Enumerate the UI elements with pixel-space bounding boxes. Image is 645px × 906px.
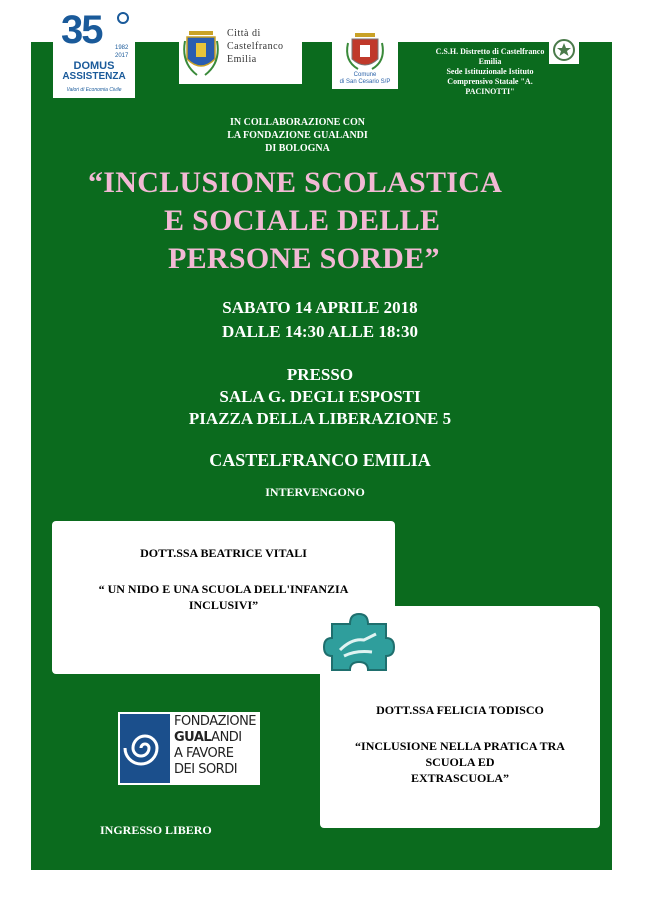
free-entry-note: INGRESSO LIBERO (100, 823, 212, 837)
event-venue: PRESSO SALA G. DEGLI ESPOSTI PIAZZA DELLA LIBERAZIONE 5 (188, 365, 452, 428)
event-title-line-1: “INCLUSIONE SCOLASTICA (88, 166, 503, 199)
csh-header-text: C.S.H. Distretto di Castelfranco Emilia Sede Istituzionale Istituto Comprensivo Statale "A. PACINOTTI" (435, 47, 545, 96)
event-date: SABATO 14 APRILE 2018 DALLE 14:30 ALLE 18:30 (222, 298, 418, 341)
event-title-line-3: PERSONE SORDE” (168, 242, 440, 275)
san-cesario-logo (332, 27, 398, 89)
speaker-talk-title: “ UN NIDO E UNA SCUOLA DELL'INFANZIA INCLUSIVI” (98, 582, 349, 612)
domus-assistenza-logo (53, 10, 135, 98)
domus-name: DOMUS (73, 60, 115, 72)
gualandi-spiral-icon (120, 714, 170, 783)
speaker-talk-title: “INCLUSIONE NELLA PRATICA TRA SCUOLA ED EXTRASCUOLA” (355, 739, 565, 785)
domus-anniversary-number: 35 (61, 8, 102, 52)
domus-tagline: Valori di Economia Civile (66, 87, 122, 93)
domus-name-line2: ASSISTENZA (62, 71, 126, 82)
event-town: CASTELFRANCO EMILIA (209, 450, 431, 470)
domus-years: 1982 2017 (115, 45, 129, 59)
collaboration-text: IN COLLABORAZIONE CON LA FONDAZIONE GUALANDI DI BOLOGNA (227, 117, 368, 154)
san-cesario-text: Comune di San Cesario S/P (339, 72, 391, 85)
speaker-name: DOTT.SSA FELICIA TODISCO (376, 703, 544, 717)
speaker-name: DOTT.SSA BEATRICE VITALI (140, 546, 307, 560)
degree-circle-icon (117, 12, 129, 24)
italian-republic-emblem-icon (549, 36, 579, 64)
castelfranco-crest-icon (183, 27, 219, 79)
fondazione-gualandi-logo (118, 712, 260, 785)
castelfranco-emilia-logo (179, 21, 302, 84)
speakers-heading: INTERVENGONO (265, 485, 365, 499)
event-title-line-2: E SOCIALE DELLE (164, 204, 441, 237)
puzzle-hands-icon (322, 610, 396, 676)
castelfranco-text: Città di Castelfranco Emilia (227, 28, 284, 65)
event-title (70, 164, 570, 278)
gualandi-text: FONDAZIONE GUALANDI A FAVORE DEI SORDI (174, 714, 257, 777)
